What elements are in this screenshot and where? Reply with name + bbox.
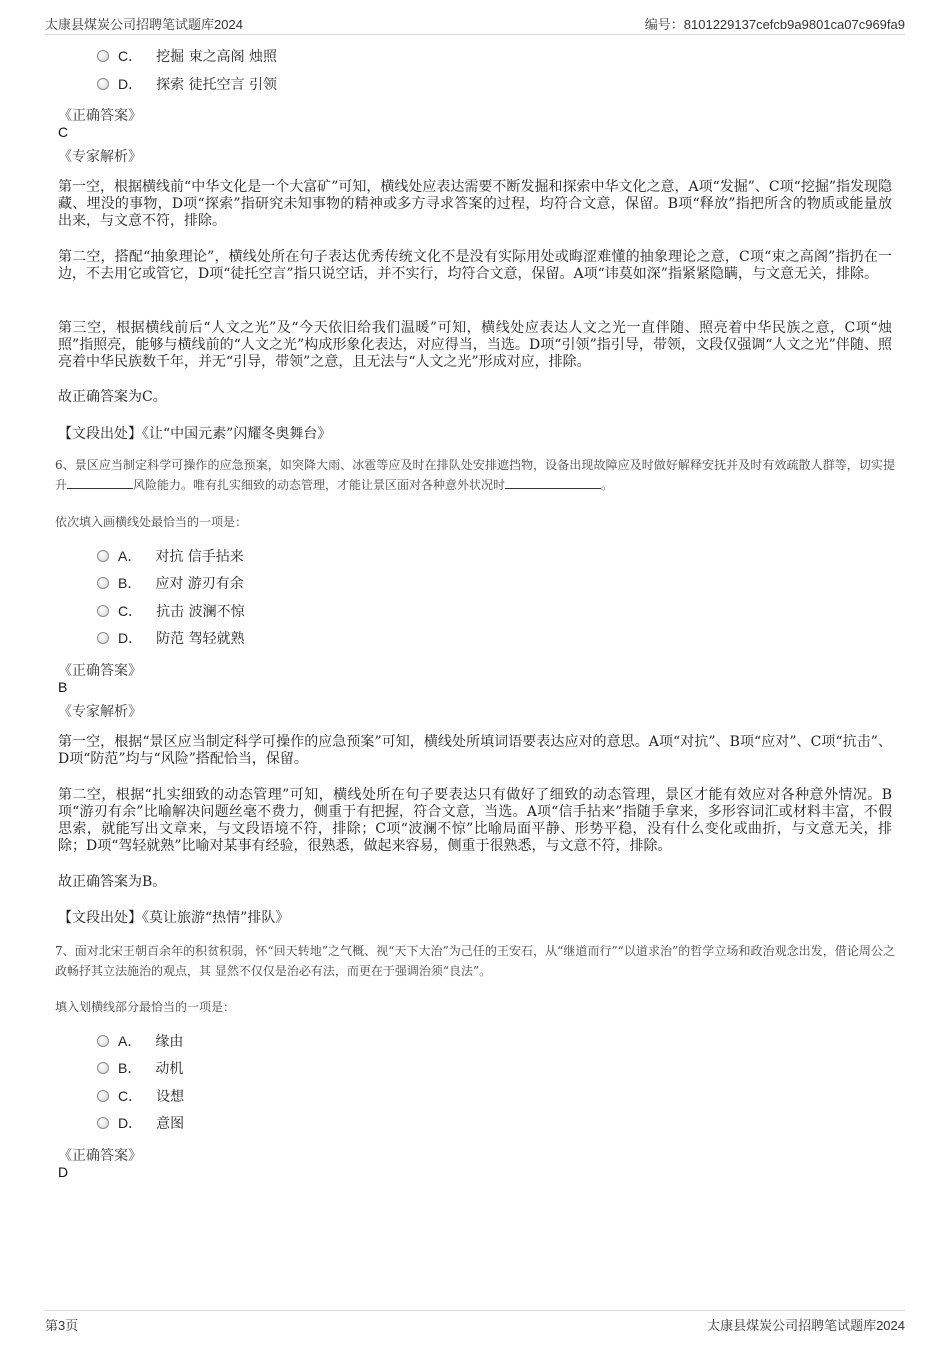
q6-answer-label: 《正确答案》: [58, 663, 142, 679]
q6-option-a[interactable]: A． 对抗 信手拈来: [97, 546, 244, 566]
header-title: 太康县煤炭公司招聘笔试题库2024: [45, 17, 243, 32]
blank-line: [67, 476, 133, 489]
radio-icon[interactable]: [97, 50, 109, 62]
q6-prompt: 依次填入画横线处最恰当的一项是：: [55, 515, 248, 529]
q5-analysis-1: 第一空，根据横线前“中华文化是一个大富矿”可知，横线处应表达需要不断发掘和探索中华文化之意，A项“发掘”、C项“挖掘”指发现隐藏、埋没的事物，D项“探索”指研究未知事物的精神或多方寻求答案的过程，均符合文意，保留。B项“释放”指把所含的物质或能量放出来，与文意不符，排除。: [58, 179, 892, 229]
q7-answer: D: [58, 1164, 69, 1180]
q6-analysis-label: 《专家解析》: [58, 704, 142, 720]
q7-option-d[interactable]: D． 意图: [97, 1113, 184, 1133]
q5-option-c[interactable]: C． 挖掘 束之高阁 烛照: [97, 46, 277, 66]
q7-prompt: 填入划横线部分最恰当的一项是：: [55, 1000, 236, 1014]
q7-option-a[interactable]: A． 缘由: [97, 1031, 183, 1051]
q6-analysis-1: 第一空，根据“景区应当制定科学可操作的应急预案”可知，横线处所填词语要表达应对的意思。A项“对抗”、B项“应对”、C项“抗击”、D项“防范”均与“风险”搭配恰当，保留。: [58, 734, 892, 767]
q5-analysis-2: 第二空，搭配“抽象理论”，横线处所在句子表达优秀传统文化不是没有实际用处或晦涩难懂的抽象理论之意，C项“束之高阁”指扔在一边，不去用它或管它，D项“徒托空言”指只说空话，并不实行，均符合文意，保留。A项“讳莫如深”指紧紧隐瞒，与文意无关，排除。: [58, 249, 892, 282]
q6-option-b[interactable]: B． 应对 游刃有余: [97, 573, 244, 593]
q6-stem: 6、景区应当制定科学可操作的应急预案，如突降大雨、冰雹等应及时在排队处安排遮挡物，设备出现故障应及时做好解释安抚并及时有效疏散人群等，切实提升 风险能力。唯有扎实细致的动态管理，才能让景区面对各种意外状况时 。: [55, 458, 895, 492]
page-footer: [45, 1310, 905, 1335]
radio-icon[interactable]: [97, 577, 109, 589]
header-serial: 编号：8101229137cefcb9a9801ca07c969fa9: [644, 17, 905, 32]
q5-option-d[interactable]: D． 探索 徒托空言 引领: [97, 74, 277, 94]
q7-option-b[interactable]: B． 动机: [97, 1058, 183, 1078]
q5-analysis-3: 第三空，根据横线前后“人文之光”及“今天依旧给我们温暖”可知，横线处应表达人文之光一直伴随、照亮着中华民族之意，C项“烛照”指照亮，能够与横线前的“人文之光”构成形象化表达，对应得当，当选。D项“引领”指引导，带领，文段仅强调“人文之光”伴随、照亮着中华民族数千年，并无“引导，带领”之意，且无法与“人文之光”形成对应，排除。: [58, 320, 892, 370]
q5-analysis-label: 《专家解析》: [58, 149, 142, 165]
radio-icon[interactable]: [97, 550, 109, 562]
radio-icon[interactable]: [97, 1117, 109, 1129]
radio-icon[interactable]: [97, 1035, 109, 1047]
footer-page-number: 第3页: [45, 1318, 79, 1333]
q6-source: 【文段出处】《莫让旅游“热情”排队》: [58, 910, 290, 926]
q7-stem: 7、面对北宋王朝百余年的积贫积弱，怀“回天转地”之气概、视“天下大治”为己任的王安石，从“继道而行”“以道求治”的哲学立场和政治观念出发，借论周公之政畅抒其立法施治的观点，其 显然不仅仅是治必有法，而更在于强调治须“良法”。: [55, 944, 895, 978]
page-header: [45, 12, 905, 35]
blank-line: [505, 476, 601, 489]
q5-analysis-4: 故正确答案为C。: [58, 389, 167, 405]
q5-source: 【文段出处】《让“中国元素”闪耀冬奥舞台》: [58, 426, 332, 442]
q7-option-c[interactable]: C． 设想: [97, 1086, 184, 1106]
q6-answer: B: [58, 679, 68, 695]
q5-answer: C: [58, 124, 69, 140]
radio-icon[interactable]: [97, 632, 109, 644]
q6-option-d[interactable]: D． 防范 驾轻就熟: [97, 628, 245, 648]
radio-icon[interactable]: [97, 605, 109, 617]
q6-analysis-2: 第二空，根据“扎实细致的动态管理”可知，横线处所在句子要表达只有做好了细致的动态管理，景区才能有效应对各种意外情况。B项“游刃有余”比喻解决问题丝毫不费力，侧重于有把握，符合文意，当选。A项“信手拈来”指随手拿来，多形容词汇或材料丰富，不假思索，就能写出文章来，与文段语境不符，排除；C项“波澜不惊”比喻局面平静、形势平稳，没有什么变化或曲折，与文意无关，排除；D项“驾轻就熟”比喻对某事有经验，很熟悉，做起来容易，侧重于很熟悉，与文意不符，排除。: [58, 787, 892, 854]
footer-title: 太康县煤炭公司招聘笔试题库2024: [707, 1318, 905, 1333]
q5-answer-label: 《正确答案》: [58, 108, 142, 124]
radio-icon[interactable]: [97, 78, 109, 90]
q6-option-c[interactable]: C． 抗击 波澜不惊: [97, 601, 245, 621]
radio-icon[interactable]: [97, 1062, 109, 1074]
q7-answer-label: 《正确答案》: [58, 1148, 142, 1164]
radio-icon[interactable]: [97, 1090, 109, 1102]
q6-analysis-3: 故正确答案为B。: [58, 874, 167, 890]
